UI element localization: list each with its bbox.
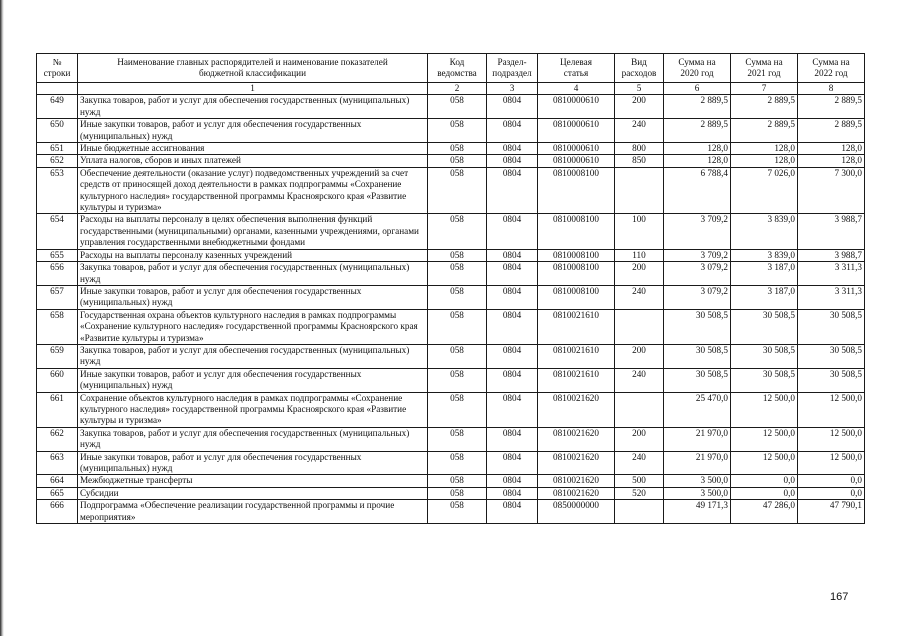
row-expense-type-cell: 200: [615, 344, 664, 368]
row-dept-code-cell: 058: [428, 427, 487, 451]
row-number-cell: 663: [37, 451, 78, 475]
row-section-cell: 0804: [487, 249, 538, 261]
row-number-cell: 654: [37, 214, 78, 249]
page-number: 167: [830, 591, 849, 603]
table-row: [37, 155, 865, 167]
row-sum-2021-cell: 47 286,0: [731, 500, 798, 524]
row-target-article-cell: 0810000610: [538, 95, 615, 119]
colnum-cell: 2: [428, 83, 487, 95]
row-dept-code-cell: 058: [428, 487, 487, 499]
header-dept-code: [428, 54, 487, 83]
row-name-cell: Субсидии: [78, 487, 428, 499]
header-name-text: Наименование главных распорядителей и наименование показателей бюджетной классификации: [117, 57, 388, 78]
row-section-cell: 0804: [487, 344, 538, 368]
table-row: [37, 119, 865, 143]
row-dept-code-cell: 058: [428, 167, 487, 214]
row-target-article-cell: 0810021610: [538, 344, 615, 368]
row-section-cell: 0804: [487, 155, 538, 167]
row-number-cell: 658: [37, 309, 78, 344]
row-target-article-cell: 0810021610: [538, 368, 615, 392]
row-number-cell: 660: [37, 368, 78, 392]
row-section-cell: 0804: [487, 143, 538, 155]
row-number-cell: 659: [37, 344, 78, 368]
row-name-cell: Межбюджетные трансферты: [78, 475, 428, 487]
row-sum-2022-cell: 3 988,7: [798, 214, 865, 249]
row-number-cell: 651: [37, 143, 78, 155]
header-target-article: [538, 54, 615, 83]
row-number-cell: 662: [37, 427, 78, 451]
header-row-number: [37, 54, 78, 83]
header-section-text: Раздел- подраздел: [492, 57, 532, 78]
row-sum-2021-cell: 12 500,0: [731, 427, 798, 451]
row-sum-2020-cell: 49 171,3: [664, 500, 731, 524]
row-name-cell: Закупка товаров, работ и услуг для обеспечения государственных (муниципальных) нужд: [78, 95, 428, 119]
row-sum-2020-cell: 3 079,2: [664, 262, 731, 286]
row-sum-2021-cell: 30 508,5: [731, 309, 798, 344]
row-name-cell: Закупка товаров, работ и услуг для обеспечения государственных (муниципальных) нужд: [78, 344, 428, 368]
row-sum-2021-cell: 3 187,0: [731, 285, 798, 309]
row-sum-2020-cell: 3 500,0: [664, 487, 731, 499]
row-target-article-cell: 0810021620: [538, 475, 615, 487]
row-expense-type-cell: 800: [615, 143, 664, 155]
row-target-article-cell: 0810008100: [538, 167, 615, 214]
row-dept-code-cell: 058: [428, 500, 487, 524]
row-sum-2021-cell: 3 187,0: [731, 262, 798, 286]
row-expense-type-cell: 240: [615, 368, 664, 392]
row-expense-type-cell: 200: [615, 427, 664, 451]
colnum-cell: [37, 83, 78, 95]
row-dept-code-cell: 058: [428, 95, 487, 119]
row-section-cell: 0804: [487, 487, 538, 499]
row-number-cell: 653: [37, 167, 78, 214]
budget-table: [36, 53, 865, 524]
row-sum-2020-cell: 30 508,5: [664, 344, 731, 368]
row-target-article-cell: 0810021620: [538, 487, 615, 499]
table-row: [37, 167, 865, 214]
row-target-article-cell: 0810000610: [538, 155, 615, 167]
table-body: [37, 83, 865, 524]
row-sum-2022-cell: 12 500,0: [798, 392, 865, 427]
row-sum-2022-cell: 3 311,3: [798, 262, 865, 286]
scan-edge-shadow: [0, 0, 4, 636]
header-name: [78, 54, 428, 83]
row-name-cell: Расходы на выплаты персоналу казенных учреждений: [78, 249, 428, 261]
row-number-cell: 664: [37, 475, 78, 487]
row-sum-2020-cell: 30 508,5: [664, 309, 731, 344]
table-row: [37, 285, 865, 309]
row-dept-code-cell: 058: [428, 344, 487, 368]
row-sum-2022-cell: 2 889,5: [798, 95, 865, 119]
row-sum-2021-cell: 30 508,5: [731, 368, 798, 392]
row-sum-2021-cell: 3 839,0: [731, 214, 798, 249]
row-target-article-cell: 0810008100: [538, 262, 615, 286]
row-name-cell: Иные закупки товаров, работ и услуг для обеспечения государственных (муниципальных) нужд: [78, 368, 428, 392]
row-expense-type-cell: 200: [615, 95, 664, 119]
header-expense-type-text: Вид расходов: [621, 57, 657, 78]
colnum-cell: 4: [538, 83, 615, 95]
table-row: [37, 143, 865, 155]
row-sum-2021-cell: 12 500,0: [731, 451, 798, 475]
row-dept-code-cell: 058: [428, 119, 487, 143]
row-expense-type-cell: 100: [615, 214, 664, 249]
header-dept-code-text: Код ведомства: [437, 57, 477, 78]
row-sum-2021-cell: 0,0: [731, 475, 798, 487]
table-row: [37, 427, 865, 451]
row-target-article-cell: 0810008100: [538, 285, 615, 309]
row-number-cell: 655: [37, 249, 78, 261]
colnum-cell: 3: [487, 83, 538, 95]
row-target-article-cell: 0810021610: [538, 309, 615, 344]
row-section-cell: 0804: [487, 368, 538, 392]
row-name-cell: Государственная охрана объектов культурного наследия в рамках подпрограммы «Сохранение культурного наследия» государственной программы Красноярского края «Развитие культуры и туризма»: [78, 309, 428, 344]
row-sum-2020-cell: 3 709,2: [664, 249, 731, 261]
row-sum-2021-cell: 30 508,5: [731, 344, 798, 368]
row-sum-2022-cell: 30 508,5: [798, 309, 865, 344]
row-sum-2020-cell: 21 970,0: [664, 427, 731, 451]
header-sum-2022-text: Сумма на 2022 год: [812, 57, 850, 78]
table-row: [37, 95, 865, 119]
row-expense-type-cell: 110: [615, 249, 664, 261]
row-number-cell: 665: [37, 487, 78, 499]
table-row: [37, 368, 865, 392]
row-dept-code-cell: 058: [428, 262, 487, 286]
row-dept-code-cell: 058: [428, 214, 487, 249]
row-sum-2021-cell: 128,0: [731, 143, 798, 155]
row-target-article-cell: 0810000610: [538, 143, 615, 155]
row-sum-2020-cell: 128,0: [664, 143, 731, 155]
colnum-cell: 1: [78, 83, 428, 95]
row-section-cell: 0804: [487, 285, 538, 309]
row-section-cell: 0804: [487, 119, 538, 143]
row-name-cell: Закупка товаров, работ и услуг для обеспечения государственных (муниципальных) нужд: [78, 262, 428, 286]
row-sum-2020-cell: 6 788,4: [664, 167, 731, 214]
row-section-cell: 0804: [487, 500, 538, 524]
row-number-cell: 649: [37, 95, 78, 119]
row-section-cell: 0804: [487, 262, 538, 286]
row-name-cell: Иные закупки товаров, работ и услуг для обеспечения государственных (муниципальных) нужд: [78, 285, 428, 309]
row-sum-2022-cell: 128,0: [798, 143, 865, 155]
row-sum-2022-cell: 2 889,5: [798, 119, 865, 143]
header-target-article-text: Целевая статья: [560, 57, 592, 78]
header-row-number-text: № строки: [43, 57, 71, 78]
row-sum-2022-cell: 12 500,0: [798, 451, 865, 475]
row-sum-2021-cell: 2 889,5: [731, 95, 798, 119]
table-row: [37, 487, 865, 499]
row-sum-2021-cell: 12 500,0: [731, 392, 798, 427]
row-sum-2020-cell: 2 889,5: [664, 95, 731, 119]
row-sum-2020-cell: 30 508,5: [664, 368, 731, 392]
row-section-cell: 0804: [487, 451, 538, 475]
row-expense-type-cell: [615, 500, 664, 524]
row-sum-2022-cell: 3 988,7: [798, 249, 865, 261]
table-row: [37, 451, 865, 475]
row-sum-2022-cell: 3 311,3: [798, 285, 865, 309]
row-name-cell: Иные бюджетные ассигнования: [78, 143, 428, 155]
header-sum-2020-text: Сумма на 2020 год: [678, 57, 716, 78]
row-expense-type-cell: 240: [615, 285, 664, 309]
row-sum-2022-cell: 30 508,5: [798, 368, 865, 392]
table-row: [37, 475, 865, 487]
colnum-cell: 5: [615, 83, 664, 95]
row-expense-type-cell: 500: [615, 475, 664, 487]
row-sum-2022-cell: 30 508,5: [798, 344, 865, 368]
colnum-cell: 7: [731, 83, 798, 95]
row-expense-type-cell: [615, 392, 664, 427]
row-target-article-cell: 0810008100: [538, 249, 615, 261]
row-sum-2020-cell: 25 470,0: [664, 392, 731, 427]
table-row: [37, 214, 865, 249]
row-sum-2022-cell: 128,0: [798, 155, 865, 167]
row-name-cell: Подпрограмма «Обеспечение реализации государственной программы и прочие мероприятия»: [78, 500, 428, 524]
header-expense-type: [615, 54, 664, 83]
row-number-cell: 652: [37, 155, 78, 167]
row-name-cell: Обеспечение деятельности (оказание услуг) подведомственных учреждений за счет средств от приносящей доход деятельности в рамках подпрограммы «Сохранение культурного наследия» государственной программы Красноярского края «Развитие культуры и туризма»: [78, 167, 428, 214]
header-sum-2021: [731, 54, 798, 83]
row-number-cell: 657: [37, 285, 78, 309]
row-sum-2021-cell: 128,0: [731, 155, 798, 167]
header-section: [487, 54, 538, 83]
row-dept-code-cell: 058: [428, 475, 487, 487]
row-sum-2022-cell: 0,0: [798, 475, 865, 487]
colnum-cell: 6: [664, 83, 731, 95]
row-sum-2022-cell: 12 500,0: [798, 427, 865, 451]
row-section-cell: 0804: [487, 167, 538, 214]
table-row: [37, 309, 865, 344]
row-name-cell: Уплата налогов, сборов и иных платежей: [78, 155, 428, 167]
row-target-article-cell: 0850000000: [538, 500, 615, 524]
row-target-article-cell: 0810021620: [538, 451, 615, 475]
header-sum-2022: [798, 54, 865, 83]
row-sum-2020-cell: 21 970,0: [664, 451, 731, 475]
row-sum-2021-cell: 2 889,5: [731, 119, 798, 143]
table-row: [37, 500, 865, 524]
row-expense-type-cell: [615, 167, 664, 214]
row-section-cell: 0804: [487, 214, 538, 249]
row-expense-type-cell: [615, 309, 664, 344]
table-header: [37, 54, 865, 83]
row-target-article-cell: 0810021620: [538, 392, 615, 427]
row-sum-2020-cell: 3 500,0: [664, 475, 731, 487]
header-sum-2020: [664, 54, 731, 83]
column-number-row: [37, 83, 865, 95]
header-sum-2021-text: Сумма на 2021 год: [745, 57, 783, 78]
table-row: [37, 262, 865, 286]
row-section-cell: 0804: [487, 427, 538, 451]
row-number-cell: 661: [37, 392, 78, 427]
row-sum-2020-cell: 3 709,2: [664, 214, 731, 249]
row-sum-2021-cell: 0,0: [731, 487, 798, 499]
row-section-cell: 0804: [487, 475, 538, 487]
row-name-cell: Сохранение объектов культурного наследия в рамках подпрограммы «Сохранение культурного наследия» государственной программы Красноярского края «Развитие культуры и туризма»: [78, 392, 428, 427]
row-section-cell: 0804: [487, 392, 538, 427]
colnum-cell: 8: [798, 83, 865, 95]
row-sum-2020-cell: 3 079,2: [664, 285, 731, 309]
row-dept-code-cell: 058: [428, 392, 487, 427]
row-number-cell: 666: [37, 500, 78, 524]
row-sum-2020-cell: 128,0: [664, 155, 731, 167]
row-sum-2022-cell: 7 300,0: [798, 167, 865, 214]
row-expense-type-cell: 240: [615, 119, 664, 143]
row-dept-code-cell: 058: [428, 368, 487, 392]
row-dept-code-cell: 058: [428, 285, 487, 309]
row-target-article-cell: 0810000610: [538, 119, 615, 143]
row-name-cell: Иные закупки товаров, работ и услуг для обеспечения государственных (муниципальных) нужд: [78, 119, 428, 143]
row-dept-code-cell: 058: [428, 143, 487, 155]
row-sum-2020-cell: 2 889,5: [664, 119, 731, 143]
row-dept-code-cell: 058: [428, 155, 487, 167]
row-dept-code-cell: 058: [428, 249, 487, 261]
row-expense-type-cell: 240: [615, 451, 664, 475]
row-name-cell: Расходы на выплаты персоналу в целях обеспечения выполнения функций государственными (муниципальными) органами, казенными учреждениями, органами управления государственными внебюджетными фондами: [78, 214, 428, 249]
row-sum-2022-cell: 0,0: [798, 487, 865, 499]
row-sum-2021-cell: 7 026,0: [731, 167, 798, 214]
row-sum-2021-cell: 3 839,0: [731, 249, 798, 261]
row-expense-type-cell: 850: [615, 155, 664, 167]
row-dept-code-cell: 058: [428, 309, 487, 344]
row-name-cell: Иные закупки товаров, работ и услуг для обеспечения государственных (муниципальных) нужд: [78, 451, 428, 475]
row-name-cell: Закупка товаров, работ и услуг для обеспечения государственных (муниципальных) нужд: [78, 427, 428, 451]
table-row: [37, 344, 865, 368]
row-number-cell: 656: [37, 262, 78, 286]
row-section-cell: 0804: [487, 95, 538, 119]
row-expense-type-cell: 520: [615, 487, 664, 499]
row-target-article-cell: 0810021620: [538, 427, 615, 451]
row-number-cell: 650: [37, 119, 78, 143]
row-sum-2022-cell: 47 790,1: [798, 500, 865, 524]
row-expense-type-cell: 200: [615, 262, 664, 286]
table-row: [37, 249, 865, 261]
row-target-article-cell: 0810008100: [538, 214, 615, 249]
row-dept-code-cell: 058: [428, 451, 487, 475]
row-section-cell: 0804: [487, 309, 538, 344]
table-row: [37, 392, 865, 427]
